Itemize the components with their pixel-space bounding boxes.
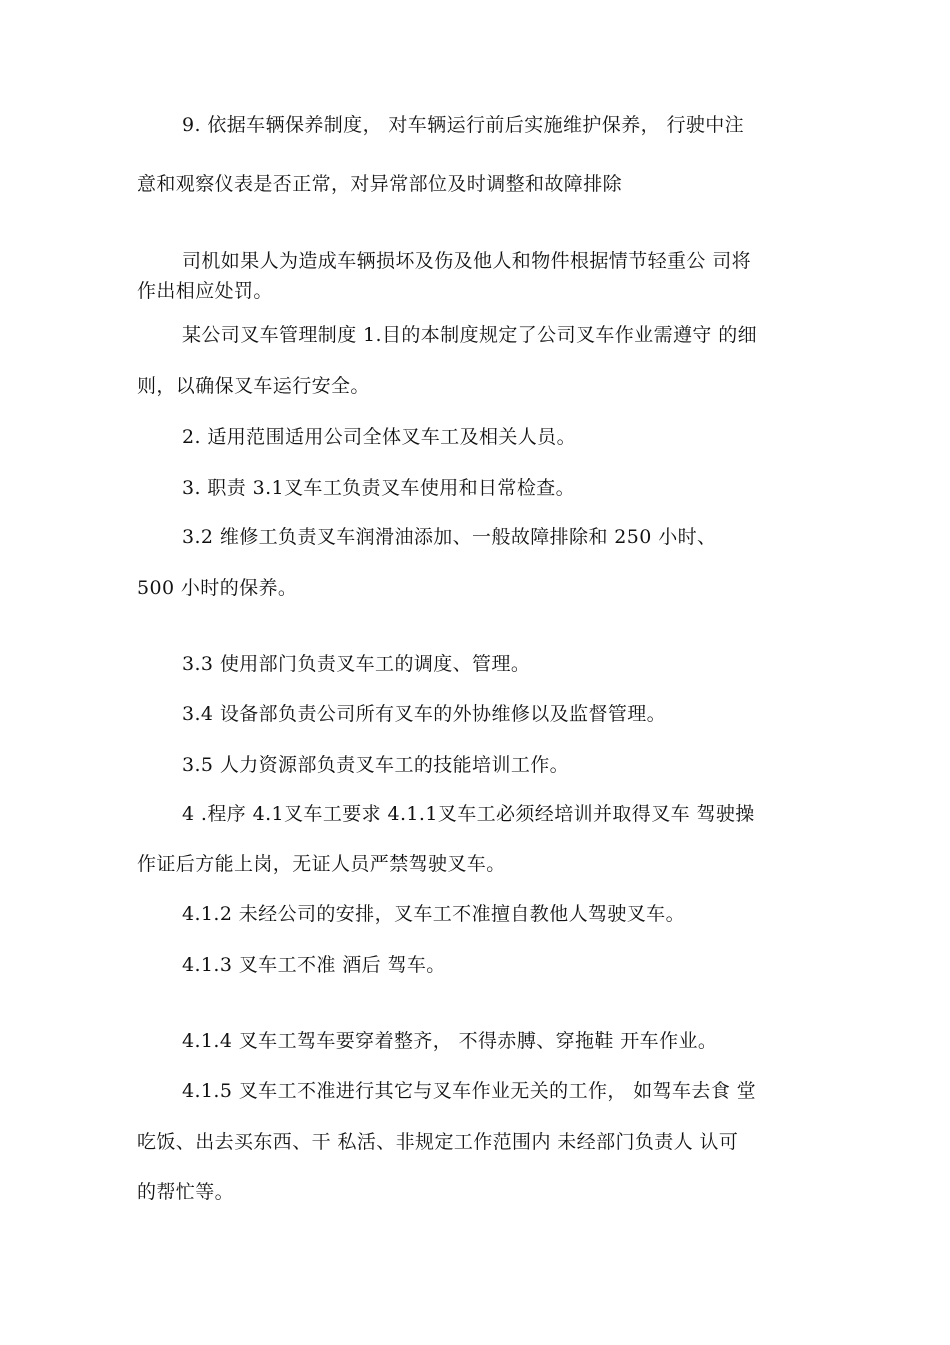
text-line: 司机如果人为造成车辆损坏及伤及他人和物件根据情节轻重公 司将 xyxy=(182,250,752,272)
text-line: 3.2 维修工负责叉车润滑油添加、一般故障排除和 250 小时、 xyxy=(182,526,717,548)
text-line: 4.1.3 叉车工不准 酒后 驾车。 xyxy=(182,954,446,976)
text-line: 4.1.2 未经公司的安排，叉车工不准擅自教他人驾驶叉车。 xyxy=(182,903,685,925)
text-line: 作证后方能上岗，无证人员严禁驾驶叉车。 xyxy=(137,853,506,875)
text-line: 3.4 设备部负责公司所有叉车的外协维修以及监督管理。 xyxy=(182,703,667,725)
text-line: 则，以确保叉车运行安全。 xyxy=(137,375,370,397)
text-line: 500 小时的保养。 xyxy=(137,577,298,599)
text-line: 3. 职责 3.1叉车工负责叉车使用和日常检查。 xyxy=(182,477,576,499)
text-line: 9. 依据车辆保养制度， 对车辆运行前后实施维护保养， 行驶中注 xyxy=(182,114,745,136)
text-line: 3.5 人力资源部负责叉车工的技能培训工作。 xyxy=(182,754,570,776)
text-line: 某公司叉车管理制度 1.目的本制度规定了公司叉车作业需遵守 的细 xyxy=(182,324,758,346)
text-line: 3.3 使用部门负责叉车工的调度、管理。 xyxy=(182,653,531,675)
text-line: 的帮忙等。 xyxy=(137,1181,235,1203)
text-line: 4.1.5 叉车工不准进行其它与叉车作业无关的工作， 如驾车去食 堂 xyxy=(182,1080,757,1102)
text-line: 2. 适用范围适用公司全体叉车工及相关人员。 xyxy=(182,426,576,448)
text-line: 意和观察仪表是否正常，对异常部位及时调整和故障排除 xyxy=(137,173,623,195)
text-line: 作出相应处罚。 xyxy=(137,280,273,302)
text-line: 4.1.4 叉车工驾车要穿着整齐， 不得赤膊、穿拖鞋 开车作业。 xyxy=(182,1030,718,1052)
text-line: 4 .程序 4.1叉车工要求 4.1.1叉车工必须经培训并取得叉车 驾驶操 xyxy=(182,803,755,825)
text-line: 吃饭、出去买东西、干 私活、非规定工作范围内 未经部门负责人 认可 xyxy=(137,1131,739,1153)
